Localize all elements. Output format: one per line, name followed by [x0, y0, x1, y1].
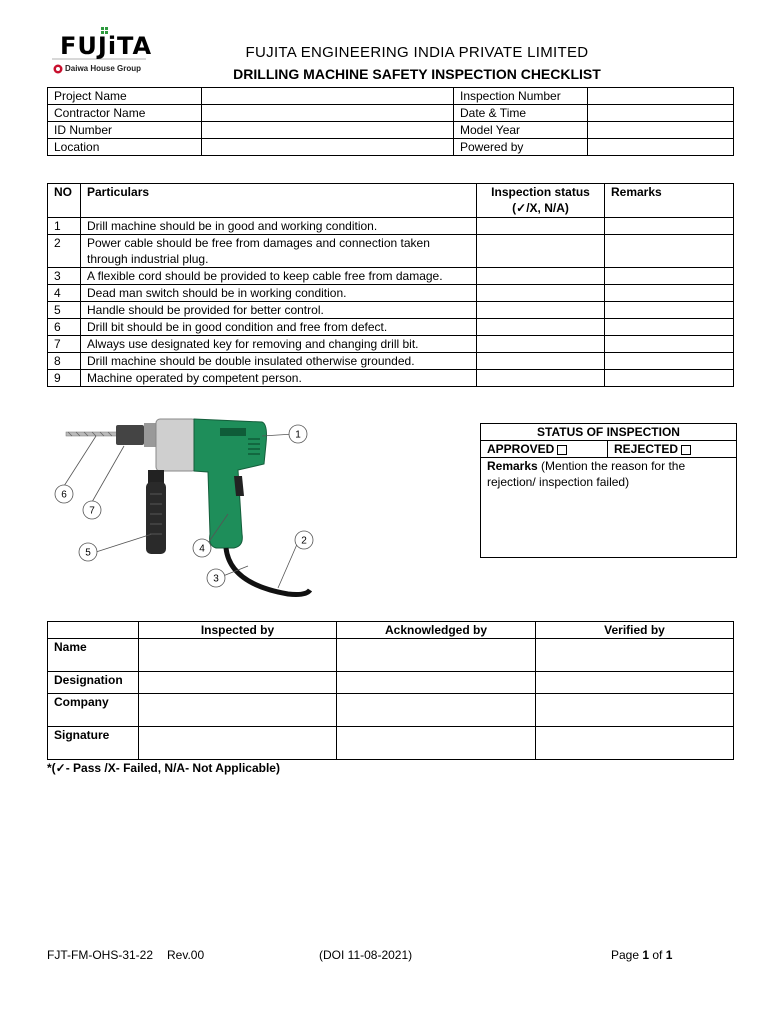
signoff-row — [48, 694, 734, 727]
revision: Rev.00 — [167, 948, 205, 962]
rejected-cell — [608, 441, 737, 458]
page-prefix: Page — [611, 948, 643, 962]
row-particular: Machine operated by competent person. — [81, 370, 477, 387]
row-particular: Power cable should be free from damages and connection taken through industrial plug. — [81, 235, 477, 268]
inspection-status-field[interactable] — [477, 235, 605, 268]
status-box — [480, 423, 737, 558]
page-of: of — [649, 948, 666, 962]
signoff-field[interactable] — [337, 727, 536, 760]
callout-label: 5 — [85, 547, 91, 559]
remarks-field[interactable] — [605, 370, 734, 387]
signoff-field[interactable] — [337, 672, 536, 694]
remarks-instructions: (Mention the reason for the rejection/ inspection failed) — [487, 459, 686, 489]
callout-label: 3 — [213, 573, 219, 585]
signoff-row — [48, 727, 734, 760]
status-header-line2: (✓/X, N/A) — [512, 201, 569, 215]
logo-subtext: Daiwa House Group — [65, 64, 142, 73]
info-value-field[interactable] — [588, 122, 734, 139]
signoff-row-label: Signature — [48, 727, 139, 760]
remarks-field[interactable] — [605, 218, 734, 235]
checklist-row — [48, 353, 734, 370]
info-row — [48, 88, 734, 105]
remarks-cell[interactable] — [481, 458, 737, 558]
inspection-status-field[interactable] — [477, 268, 605, 285]
remarks-field[interactable] — [605, 319, 734, 336]
row-particular: Always use designated key for removing and changing drill bit. — [81, 336, 477, 353]
info-value-field[interactable] — [588, 105, 734, 122]
date-of-issue: (DOI 11-08-2021) — [319, 948, 413, 962]
callout-label: 2 — [301, 535, 307, 547]
remarks-label: Remarks — [487, 459, 538, 473]
inspection-status-field[interactable] — [477, 353, 605, 370]
remarks-field[interactable] — [605, 285, 734, 302]
rejected-label: REJECTED — [614, 442, 679, 456]
row-particular: Drill machine should be double insulated otherwise grounded. — [81, 353, 477, 370]
project-info-table — [47, 87, 734, 156]
callout-label: 6 — [61, 489, 67, 501]
info-label: Contractor Name — [48, 105, 202, 122]
approved-label: APPROVED — [487, 442, 555, 456]
info-row — [48, 139, 734, 156]
info-label: ID Number — [48, 122, 202, 139]
checklist-row — [48, 319, 734, 336]
info-value-field[interactable] — [202, 122, 454, 139]
page-indicator — [611, 948, 672, 962]
info-row — [48, 105, 734, 122]
row-number: 3 — [48, 268, 81, 285]
signoff-table — [47, 621, 734, 760]
info-label: Project Name — [48, 88, 202, 105]
remarks-field[interactable] — [605, 235, 734, 268]
info-label: Location — [48, 139, 202, 156]
remarks-field[interactable] — [605, 302, 734, 319]
row-number: 7 — [48, 336, 81, 353]
signoff-row-label: Company — [48, 694, 139, 727]
info-label: Model Year — [454, 122, 588, 139]
logo-wordmark: FUJiTA — [60, 32, 153, 60]
signoff-column-header: Inspected by — [139, 622, 337, 639]
row-particular: Drill bit should be in good condition and free from defect. — [81, 319, 477, 336]
col-particulars-header: Particulars — [81, 184, 477, 218]
inspection-status-field[interactable] — [477, 336, 605, 353]
remarks-field[interactable] — [605, 353, 734, 370]
signoff-field[interactable] — [139, 639, 337, 672]
row-particular: Drill machine should be in good and working condition. — [81, 218, 477, 235]
callout-label: 7 — [89, 505, 95, 517]
signoff-row — [48, 672, 734, 694]
approved-cell — [481, 441, 608, 458]
signoff-field[interactable] — [536, 694, 734, 727]
signoff-field[interactable] — [536, 639, 734, 672]
info-label: Inspection Number — [454, 88, 588, 105]
col-status-header — [477, 184, 605, 218]
checklist-table — [47, 183, 734, 387]
signoff-field[interactable] — [139, 672, 337, 694]
signoff-field[interactable] — [536, 727, 734, 760]
info-value-field[interactable] — [588, 88, 734, 105]
row-number: 2 — [48, 235, 81, 268]
row-number: 1 — [48, 218, 81, 235]
form-number: FJT-FM-OHS-31-22 — [47, 948, 154, 962]
row-number: 8 — [48, 353, 81, 370]
status-title: STATUS OF INSPECTION — [481, 424, 737, 441]
page-total: 1 — [665, 948, 673, 962]
status-header-line1: Inspection status — [491, 185, 590, 199]
checklist-row — [48, 268, 734, 285]
signoff-field[interactable] — [139, 694, 337, 727]
signoff-field[interactable] — [536, 672, 734, 694]
info-row — [48, 122, 734, 139]
checklist-row — [48, 235, 734, 268]
row-particular: A flexible cord should be provided to keep cable free from damage. — [81, 268, 477, 285]
inspection-status-field[interactable] — [477, 302, 605, 319]
row-particular: Dead man switch should be in working condition. — [81, 285, 477, 302]
signoff-field[interactable] — [337, 694, 536, 727]
remarks-field[interactable] — [605, 336, 734, 353]
fujita-logo — [50, 24, 153, 78]
inspection-status-field[interactable] — [477, 370, 605, 387]
checklist-row — [48, 336, 734, 353]
document-title: DRILLING MACHINE SAFETY INSPECTION CHECKLIST — [233, 66, 601, 82]
drill-illustration — [48, 414, 318, 604]
checklist-row — [48, 285, 734, 302]
row-number: 9 — [48, 370, 81, 387]
row-number: 5 — [48, 302, 81, 319]
rejected-checkbox[interactable] — [681, 445, 691, 455]
signoff-row-label: Designation — [48, 672, 139, 694]
info-value-field[interactable] — [588, 139, 734, 156]
remarks-field[interactable] — [605, 268, 734, 285]
signoff-field[interactable] — [337, 639, 536, 672]
col-no-header: NO — [48, 184, 81, 218]
checklist-row — [48, 218, 734, 235]
inspection-status-field[interactable] — [477, 319, 605, 336]
info-value-field[interactable] — [202, 88, 454, 105]
row-number: 6 — [48, 319, 81, 336]
row-particular: Handle should be provided for better control. — [81, 302, 477, 319]
callout-label: 4 — [199, 543, 205, 555]
row-number: 4 — [48, 285, 81, 302]
signoff-row-label: Name — [48, 639, 139, 672]
info-label: Date & Time — [454, 105, 588, 122]
signoff-column-header: Acknowledged by — [337, 622, 536, 639]
callout-label: 1 — [295, 429, 301, 441]
inspection-status-field[interactable] — [477, 218, 605, 235]
signoff-field[interactable] — [139, 727, 337, 760]
checklist-row — [48, 302, 734, 319]
col-remarks-header: Remarks — [605, 184, 734, 218]
signoff-column-header: Verified by — [536, 622, 734, 639]
company-name: FUJITA ENGINEERING INDIA PRIVATE LIMITED — [245, 44, 589, 61]
legend-note: *(✓- Pass /X- Failed, N/A- Not Applicable) — [47, 761, 280, 775]
approved-checkbox[interactable] — [557, 445, 567, 455]
checklist-row — [48, 370, 734, 387]
info-value-field[interactable] — [202, 105, 454, 122]
page-number: 1 — [642, 948, 650, 962]
info-label: Powered by — [454, 139, 588, 156]
inspection-status-field[interactable] — [477, 285, 605, 302]
info-value-field[interactable] — [202, 139, 454, 156]
signoff-row — [48, 639, 734, 672]
signoff-corner — [48, 622, 139, 639]
